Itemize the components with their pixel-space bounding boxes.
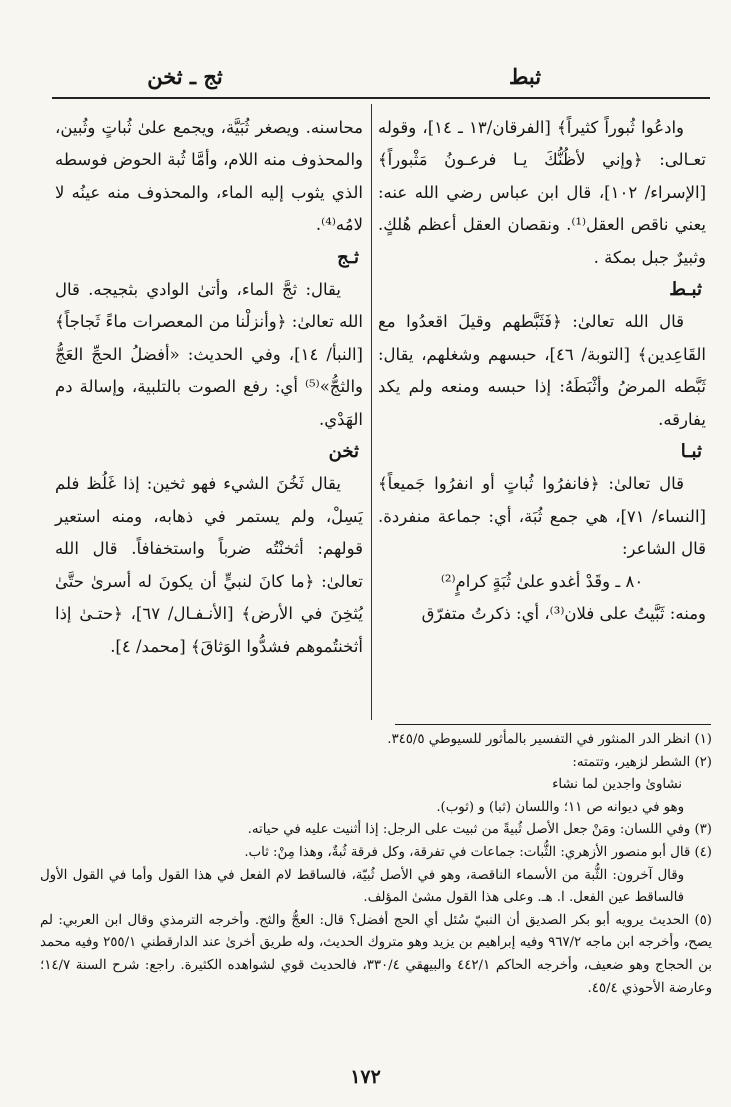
right-column bbox=[378, 112, 706, 631]
footnote: (٤) قال أبو منصور الأزهري: الثُّبات: جماعات في تفرقة، وكل فرقة ثُبةٌ، وهذا مِنْ: ثاب. bbox=[244, 844, 712, 860]
right-paragraph: قال تعالىٰ: ﴿فانفرُوا ثُباتٍ أو انفرُوا جَميعاً﴾ [النساء/ ٧١]، هي جمع ثُبَة، أي: جماعة منفردة. قال الشاعر: bbox=[378, 474, 706, 559]
footnotes bbox=[40, 729, 712, 1000]
footnote-rule bbox=[395, 724, 711, 725]
footnote-continuation: وقال آخرون: الثُّبة من الأسماء الناقصة، وهو في الأصل ثُبيّة، فالساقط لام الفعل في هذا القول وأما في القول الأول فالساقط عين الفعل. ا. هـ. وعلى هذا القول مشىٰ المؤلف. bbox=[40, 867, 684, 906]
right-entry-heading: ثبـط bbox=[669, 279, 702, 301]
right-paragraph: وادعُوا ثُبوراً كثيراً﴾ [الفرقان/١٣ ـ ١٤]، وقوله تعـالى: ﴿وإني لأظُنُّكَ يـا فرعـونُ مَثْبوراً﴾ [الإسراء/ ١٠٢]، قال ابن عباس رضي الله عنه: يعني ناقص العقل⁽¹⁾. ونقصان العقل أعظم هُلكٍ. وثبيرٌ جبل بمكة . bbox=[378, 118, 707, 267]
footnote: (٣) وفي اللسان: ومَنْ جعل الأصل ثُبيةً من ثبيت على الرجل: إذا أثنيت عليه في حياته. bbox=[247, 822, 712, 838]
left-paragraph: محاسنه. ويصغر ثُبَيَّة، ويجمع علىٰ ثُباتٍ وثُبين، والمحذوف منه اللام، وأمَّا ثُبة الحوض فوسطه الذي يثوب إليه الماء، والمحذوف منه عينُه لا لامُه⁽⁴⁾. bbox=[55, 118, 363, 235]
footnote: (٥) الحديث يرويه أبو بكر الصديق أن النبيّ سُئل أي الحج أفضل؟ قال: العجُّ والثج. وأخرجه الترمذي وقال ابن العربي: لم يصح، وأخرجه ابن ماجه ٩٦٧/٢ وفيه إبراهيم بن يزيد وهو متروك الحديث، وله طريق أخرىٰ عند الدارقطني ٢٥٥/١ وفيه محمد بن الحجاج وهو ضعيف، وأخرجه الحاكم ٤٤٢/١ والبيهقي ٣٣٠/٤، فالحديث قوي لشواهده الكثيرة. راجع: شرح السنة ١٤/٧؛ وعارضة الأحوذي ٤٥/٤. bbox=[40, 912, 712, 996]
footnote: (٢) الشطر لزهير، وتتمته: bbox=[572, 754, 712, 770]
column-divider bbox=[371, 104, 372, 720]
running-header bbox=[0, 60, 731, 94]
left-entry-heading: ثخن bbox=[328, 441, 359, 463]
footnote-verse: نشاوىٰ واجدين لما نشاء bbox=[552, 777, 682, 793]
footnote: (١) انظر الدر المنثور في التفسير بالمأثور للسيوطي ٣٤٥/٥. bbox=[387, 732, 712, 747]
right-entry-heading: ثبـا bbox=[680, 441, 702, 463]
header-right-title: ثبط bbox=[508, 64, 542, 89]
left-column bbox=[55, 112, 363, 663]
left-paragraph: يقال ثَخُنَ الشيء فهو ثخين: إذا غَلُظ فلم يَسِلْ، ولم يستمر في ذهابه، ومنه استعير قولهم: أثخنْتُه ضرباً واستخفافاً. قال الله تعالىٰ: ﴿ما كانَ لنبيٍّ أن يكونَ له أسرىٰ حتَّىٰ يُثخِنَ في الأرض﴾ [الأنـفـال/ ٦٧]، ﴿حتـىٰ إذا أثخنتُموهم فشدُّوا الوَثاقَ﴾ [محمد/ ٤]. bbox=[55, 474, 363, 656]
header-left-title: ثج ـ ثخن bbox=[147, 64, 223, 89]
left-entry-heading: ثـج bbox=[337, 246, 359, 268]
right-verse-line: ٨٠ ـ وقَدْ أغدو علىٰ ثُبَةٍ كرامٍ⁽²⁾ bbox=[440, 571, 644, 591]
right-paragraph: ومنه: ثَبَّيتُ على فلان⁽³⁾، أي: ذكرتُ متفرّق bbox=[421, 604, 706, 624]
left-paragraph: يقال: ثجَّ الماء، وأتىٰ الوادي بثجيجه. قال الله تعالىٰ: ﴿وأنزلْنا من المعصرات ماءً ثَجاجاً﴾ [النبأ/ ١٤]، وفي الحديث: «أفضلُ الحجِّ العَجُّ والثجُّ»⁽⁵⁾ أي: رفع الصوت بالتلبية، وإسالة دم الهَدْي. bbox=[55, 280, 363, 429]
header-rule bbox=[52, 97, 710, 99]
footnote-continuation: وهو في ديوانه ص ١١؛ واللسان (ثبا) و (ثوب). bbox=[436, 799, 684, 815]
page-number: ١٧٢ bbox=[350, 1066, 381, 1088]
right-paragraph: قال الله تعالىٰ: ﴿فَثَبَّطهم وقيلَ اقعدُوا مع القَاعِدين﴾ [التوبة/ ٤٦]، حبسهم وشغلهم، يقال: ثَبَّطه المرضُ وأثْبَطَهُ: إذا حبسه ومنعه ولم يكد يفارقه. bbox=[378, 312, 706, 429]
